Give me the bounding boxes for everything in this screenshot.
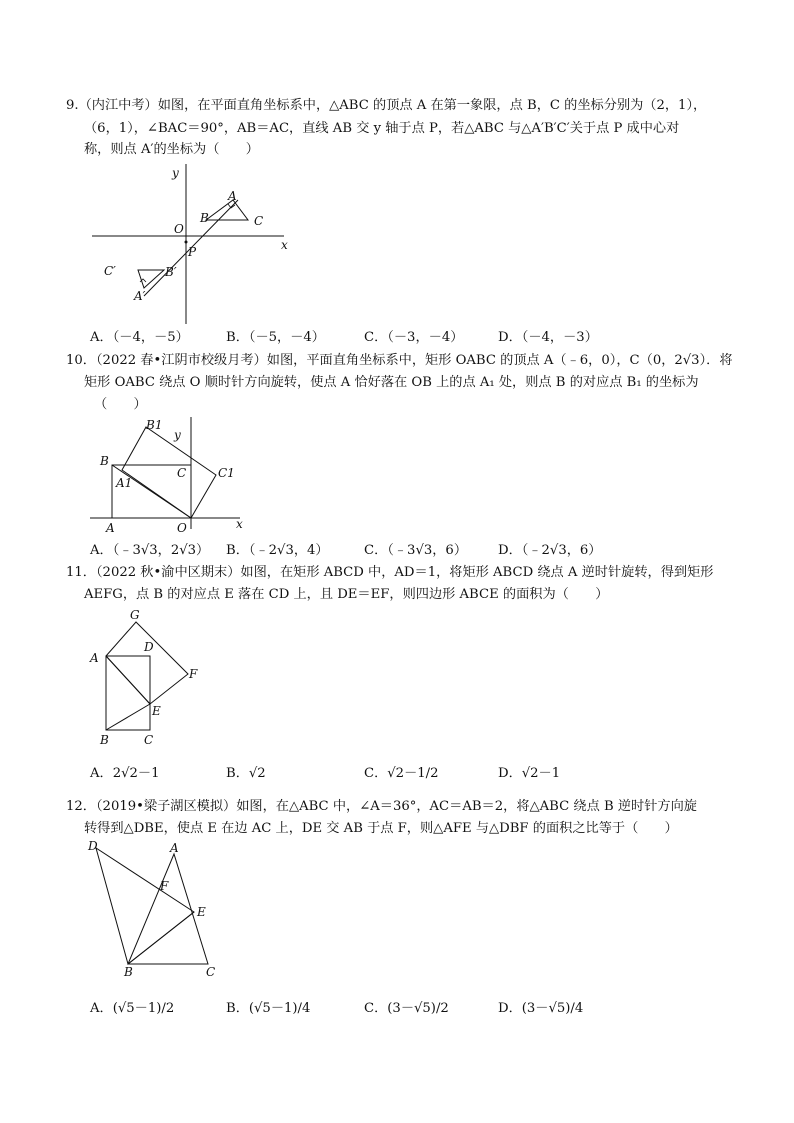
q12-label-d: D [88,839,98,853]
q12-triangle-dbe [96,848,194,964]
q9-option-d: D．（－4，－3） [498,330,598,345]
q9-label-o: O [174,222,184,236]
q11-label-g: G [130,608,140,622]
q9-option-a: A．（－4，－5） [90,330,189,345]
q12-label-e: E [197,905,206,919]
q10-label-c: C [177,466,187,480]
q12-option-c: C．(3－√5)/2 [364,1001,449,1016]
q9-label-c-prime: C′ [104,264,116,278]
q12-option-a: A．(√5－1)/2 [90,1001,175,1016]
q9-label-y: y [172,166,179,180]
q11-text-line1: 11．（2022 秋•渝中区期末）如图，在矩形 ABCD 中，AD＝1，将矩形 ABCD 绕点 A 逆时针旋转，得到矩形 [66,565,714,580]
q11-label-a: A [90,651,99,665]
q11-label-e: E [152,704,161,718]
q9-label-b-prime: B′ [165,265,177,279]
q9-text-line3: 称，则点 A′的坐标为（ ） [84,142,259,157]
q10-option-d: D．（﹣2√3，6） [498,543,602,558]
q11-text-line2: AEFG，点 B 的对应点 E 落在 CD 上，且 DE＝EF，则四边形 ABCE 的面积为（ ） [84,587,609,602]
q12-text-line1: 12．（2019•梁子湖区模拟）如图，在△ABC 中，∠A＝36°，AC＝AB＝2，将△ABC 绕点 B 逆时针方向旋 [66,799,697,814]
q12-label-f: F [160,879,169,893]
q11-option-c: C．√2－1/2 [364,766,439,781]
q9-option-c: C．（－3，－4） [364,330,464,345]
q12-option-d: D．(3－√5)/4 [498,1001,584,1016]
q10-text-line3: （ ） [94,397,147,412]
q10-label-x: x [236,517,243,531]
q11-figure [88,606,208,746]
q12-label-b: B [124,965,133,978]
q12-label-a: A [170,841,179,855]
q11-option-b: B．√2 [226,766,266,781]
q10-label-c1: C1 [218,466,235,480]
q9-label-c: C [254,214,264,228]
q10-label-y: y [174,428,181,442]
q10-option-a: A．（﹣3√3，2√3） [90,543,210,558]
q9-label-x: x [281,238,288,252]
q10-label-o: O [177,521,187,535]
q12-text-line2: 转得到△DBE，使点 E 在边 AC 上，DE 交 AB 于点 F，则△AFE 与△DBF 的面积之比等于（ ） [84,821,678,836]
q12-triangle-abc [128,854,208,964]
q9-label-a: A [228,189,237,203]
q10-option-c: C．（﹣3√3，6） [364,543,468,558]
q9-text-line1: 9.（内江中考）如图，在平面直角坐标系中，△ABC 的顶点 A 在第一象限，点 B，C 的坐标分别为（2，1）， [66,98,707,113]
q10-option-b: B．（﹣2√3，4） [226,543,329,558]
q11-label-b: B [100,733,109,746]
q9-label-b: B [200,211,209,225]
q11-label-f: F [189,667,198,681]
q10-text-line1: 10．（2022 春•江阴市校级月考）如图，平面直角坐标系中，矩形 OABC 的顶点 A（﹣6，0），C（0，2√3）．将 [66,353,733,368]
q10-label-b: B [100,454,109,468]
q9-label-p: P [188,245,197,259]
q12-figure [84,838,224,978]
q9-triangle-abc [206,200,248,220]
q9-text-line2: （6，1），∠BAC＝90°，AB＝AC，直线 AB 交 y 轴于点 P，若△ABC 与△A′B′C′关于点 P 成中心对 [84,121,680,136]
q12-label-c: C [206,965,216,978]
q11-rect-aefg [106,622,188,704]
q10-label-a1: A1 [116,476,133,490]
q10-text-line2: 矩形 OABC 绕点 O 顺时针方向旋转，使点 A 恰好落在 OB 上的点 A₁ 处，则点 B 的对应点 B₁ 的坐标为 [84,375,699,390]
q11-label-d: D [144,640,154,654]
q12-option-b: B．(√5－1)/4 [226,1001,311,1016]
q11-option-d: D．√2－1 [498,766,561,781]
q9-option-b: B．（－5，－4） [226,330,325,345]
q9-label-a-prime: A′ [134,289,146,303]
q10-figure [88,415,250,537]
q10-label-b1: B1 [146,418,163,432]
q9-figure [88,158,298,330]
q10-rect-rotated [122,427,216,518]
q11-rect-abcd [106,656,150,730]
q10-label-a: A [106,521,115,535]
q11-label-c: C [144,733,154,746]
q11-option-a: A．2√2－1 [90,766,160,781]
